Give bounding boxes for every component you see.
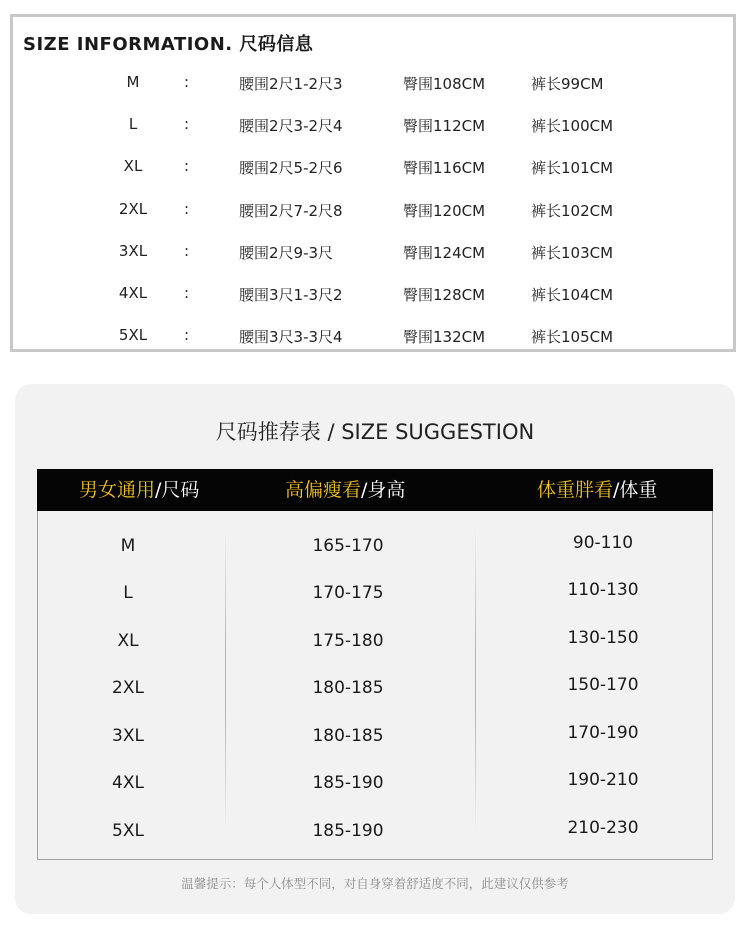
hip-value: 臀围120CM — [403, 202, 486, 220]
size-label: 5XL — [118, 326, 148, 344]
weight-cell: 110-130 — [567, 580, 639, 600]
weight-cell: 130-150 — [567, 628, 639, 648]
colon-separator: : — [184, 157, 190, 175]
header-weight-highlight: 体重胖看 — [537, 479, 614, 501]
hip-value: 臀围108CM — [403, 75, 486, 93]
size-info-row — [13, 284, 733, 314]
size-info-row — [13, 326, 733, 356]
table-row — [38, 628, 712, 661]
size-info-row — [13, 157, 733, 187]
weight-cell: 210-230 — [567, 818, 639, 838]
size-suggestion-table — [37, 469, 713, 860]
tip-note: 温馨提示：每个人体型不同，对自身穿着舒适度不同，此建议仅供参考 — [181, 876, 569, 891]
waist-value: 腰围2尺7-2尺8 — [239, 202, 343, 220]
weight-cell: 150-170 — [567, 675, 639, 695]
colon-separator: : — [184, 284, 190, 302]
header-height-highlight: 高偏瘦看 — [285, 479, 362, 501]
table-row — [38, 818, 712, 851]
length-value: 裤长102CM — [531, 202, 614, 220]
waist-value: 腰围3尺1-3尺2 — [239, 286, 343, 304]
size-cell: 5XL — [112, 821, 144, 841]
size-label: XL — [123, 157, 143, 175]
size-cell: L — [123, 583, 133, 603]
size-label: L — [128, 115, 138, 133]
height-cell: 175-180 — [312, 631, 384, 651]
size-label: M — [126, 73, 140, 91]
weight-cell: 170-190 — [567, 723, 639, 743]
size-suggestion-panel — [15, 384, 735, 914]
header-height — [285, 469, 405, 511]
table-row — [38, 723, 712, 756]
weight-cell: 190-210 — [567, 770, 639, 790]
hip-value: 臀围112CM — [403, 117, 486, 135]
header-weight — [537, 469, 657, 511]
length-value: 裤长100CM — [531, 117, 614, 135]
height-cell: 180-185 — [312, 726, 384, 746]
size-cell: 4XL — [112, 773, 144, 793]
hip-value: 臀围124CM — [403, 244, 486, 262]
height-cell: 165-170 — [312, 536, 384, 556]
table-header — [37, 469, 713, 511]
hip-value: 臀围116CM — [403, 159, 486, 177]
size-label: 3XL — [118, 242, 148, 260]
size-cell: 3XL — [112, 726, 144, 746]
size-cell: XL — [117, 631, 139, 651]
weight-cell: 90-110 — [572, 533, 634, 553]
header-size-label: /尺码 — [155, 479, 200, 501]
table-row — [38, 580, 712, 613]
header-size — [79, 469, 199, 511]
hip-value: 臀围132CM — [403, 328, 486, 346]
size-suggestion-title: 尺码推荐表 / SIZE SUGGESTION — [215, 420, 535, 444]
table-row — [38, 675, 712, 708]
header-weight-label: /体重 — [613, 479, 658, 501]
height-cell: 185-190 — [312, 773, 384, 793]
size-info-row — [13, 115, 733, 145]
waist-value: 腰围2尺5-2尺6 — [239, 159, 343, 177]
waist-value: 腰围2尺9-3尺 — [239, 244, 334, 262]
height-cell: 180-185 — [312, 678, 384, 698]
waist-value: 腰围3尺3-3尺4 — [239, 328, 343, 346]
size-cell: M — [120, 536, 136, 556]
height-cell: 185-190 — [312, 821, 384, 841]
table-row — [38, 533, 712, 566]
height-cell: 170-175 — [312, 583, 384, 603]
header-size-highlight: 男女通用 — [79, 479, 156, 501]
waist-value: 腰围2尺3-2尺4 — [239, 117, 343, 135]
length-value: 裤长105CM — [531, 328, 614, 346]
waist-value: 腰围2尺1-2尺3 — [239, 75, 343, 93]
size-cell: 2XL — [112, 678, 144, 698]
size-label: 2XL — [118, 200, 148, 218]
colon-separator: : — [184, 73, 190, 91]
colon-separator: : — [184, 242, 190, 260]
size-information-box — [10, 14, 736, 352]
colon-separator: : — [184, 115, 190, 133]
table-row — [38, 770, 712, 803]
size-info-row — [13, 200, 733, 230]
hip-value: 臀围128CM — [403, 286, 486, 304]
size-info-row — [13, 73, 733, 103]
size-info-row — [13, 242, 733, 272]
colon-separator: : — [184, 326, 190, 344]
size-information-title: SIZE INFORMATION. 尺码信息 — [23, 34, 314, 55]
size-label: 4XL — [118, 284, 148, 302]
length-value: 裤长101CM — [531, 159, 614, 177]
length-value: 裤长104CM — [531, 286, 614, 304]
length-value: 裤长103CM — [531, 244, 614, 262]
colon-separator: : — [184, 200, 190, 218]
header-height-label: /身高 — [361, 479, 406, 501]
length-value: 裤长99CM — [531, 75, 604, 93]
